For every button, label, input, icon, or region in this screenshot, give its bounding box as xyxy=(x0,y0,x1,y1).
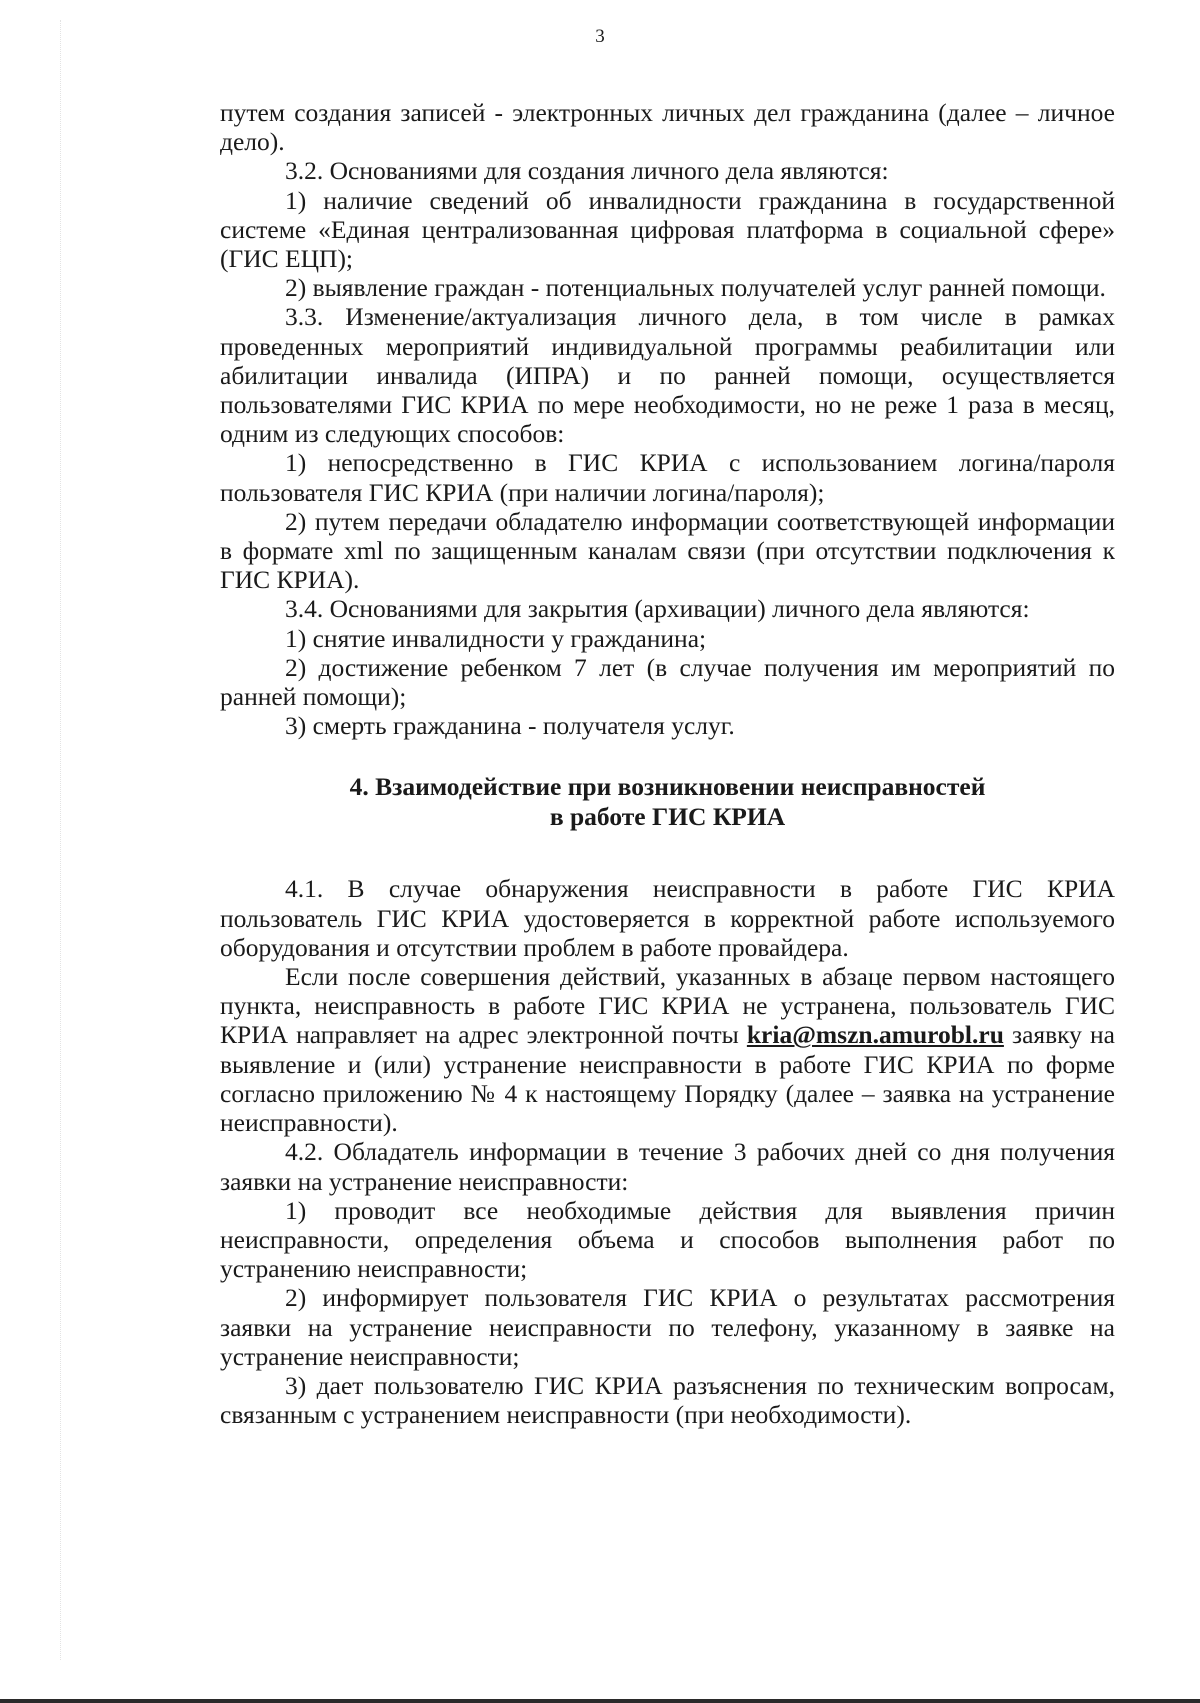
email-link[interactable]: kria@mszn.amurobl.ru xyxy=(746,1020,1004,1050)
scan-margin-artifact xyxy=(60,20,63,1660)
paragraph: 4.2. Обладатель информации в течение 3 рабочих дней со дня получения заявки на устранение неисправности: xyxy=(220,1137,1115,1196)
paragraph: 3) смерть гражданина - получателя услуг. xyxy=(285,711,735,741)
scan-bottom-edge xyxy=(0,1699,1200,1703)
paragraph: 3.2. Основаниями для создания личного дела являются: xyxy=(285,156,889,186)
paragraph: 1) проводит все необходимые действия для выявления причин неисправности, определения объема и способов выполнения работ по устранению неисправности; xyxy=(220,1195,1115,1284)
paragraph-text: заявку на выявление и (или) устранение неисправности в работе ГИС КРИА по форме согласно приложению № 4 к настоящему Порядку (далее – заявка на устранение неисправности). xyxy=(220,1020,1115,1138)
paragraph: путем создания записей - электронных личных дел гражданина (далее – личное дело). xyxy=(220,98,1115,157)
paragraph: 2) достижение ребенком 7 лет (в случае получения им мероприятий по ранней помощи); xyxy=(220,652,1115,712)
paragraph: 3) дает пользователю ГИС КРИА разъяснения по техническим вопросам, связанным с устранением неисправности (при необходимости). xyxy=(220,1370,1115,1430)
section-heading-line: в работе ГИС КРИА xyxy=(549,802,786,832)
section-heading xyxy=(220,772,1115,832)
paragraph: 1) непосредственно в ГИС КРИА с использованием логина/пароля пользователя ГИС КРИА (при наличии логина/пароля); xyxy=(220,448,1115,507)
paragraph: 2) выявление граждан - потенциальных получателей услуг ранней помощи. xyxy=(285,273,1106,303)
page-number: 3 xyxy=(595,26,605,47)
paragraph: 3.4. Основаниями для закрытия (архивации) личного дела являются: xyxy=(285,594,1030,624)
paragraph: 2) информирует пользователя ГИС КРИА о результатах рассмотрения заявки на устранение неисправности по телефону, указанному в заявке на устранение неисправности; xyxy=(220,1283,1115,1371)
paragraph: 3.3. Изменение/актуализация личного дела, в том числе в рамках проведенных мероприятий индивидуальной программы реабилитации или абилитации инвалида (ИПРА) и по ранней помощи, осуществляется пользователями ГИС КРИА по мере необходимости, но не реже 1 раза в месяц, одним из следующих способов: xyxy=(220,302,1115,449)
paragraph-with-email xyxy=(220,962,1115,1137)
paragraph: 1) снятие инвалидности у гражданина; xyxy=(285,623,707,653)
paragraph: 1) наличие сведений об инвалидности гражданина в государственной системе «Единая централизованная цифровая платформа в социальной сфере» (ГИС ЕЦП); xyxy=(220,185,1115,274)
section-heading-line: 4. Взаимодействие при возникновении неисправностей xyxy=(349,772,986,802)
paragraph: 4.1. В случае обнаружения неисправности в работе ГИС КРИА пользователь ГИС КРИА удостоверяется в корректной работе используемого оборудования и отсутствии проблем в работе провайдера. xyxy=(220,874,1115,962)
paragraph: 2) путем передачи обладателю информации соответствующей информации в формате xml по защищенным каналам связи (при отсутствии подключения к ГИС КРИА). xyxy=(220,506,1115,595)
paragraph-text: Если после совершения действий, указанных в абзаце первом настоящего пункта, неисправность в работе ГИС КРИА не устранена, пользователь ГИС КРИА направляет на адрес электронной почты xyxy=(220,962,1115,1050)
document-body xyxy=(220,98,1115,1429)
